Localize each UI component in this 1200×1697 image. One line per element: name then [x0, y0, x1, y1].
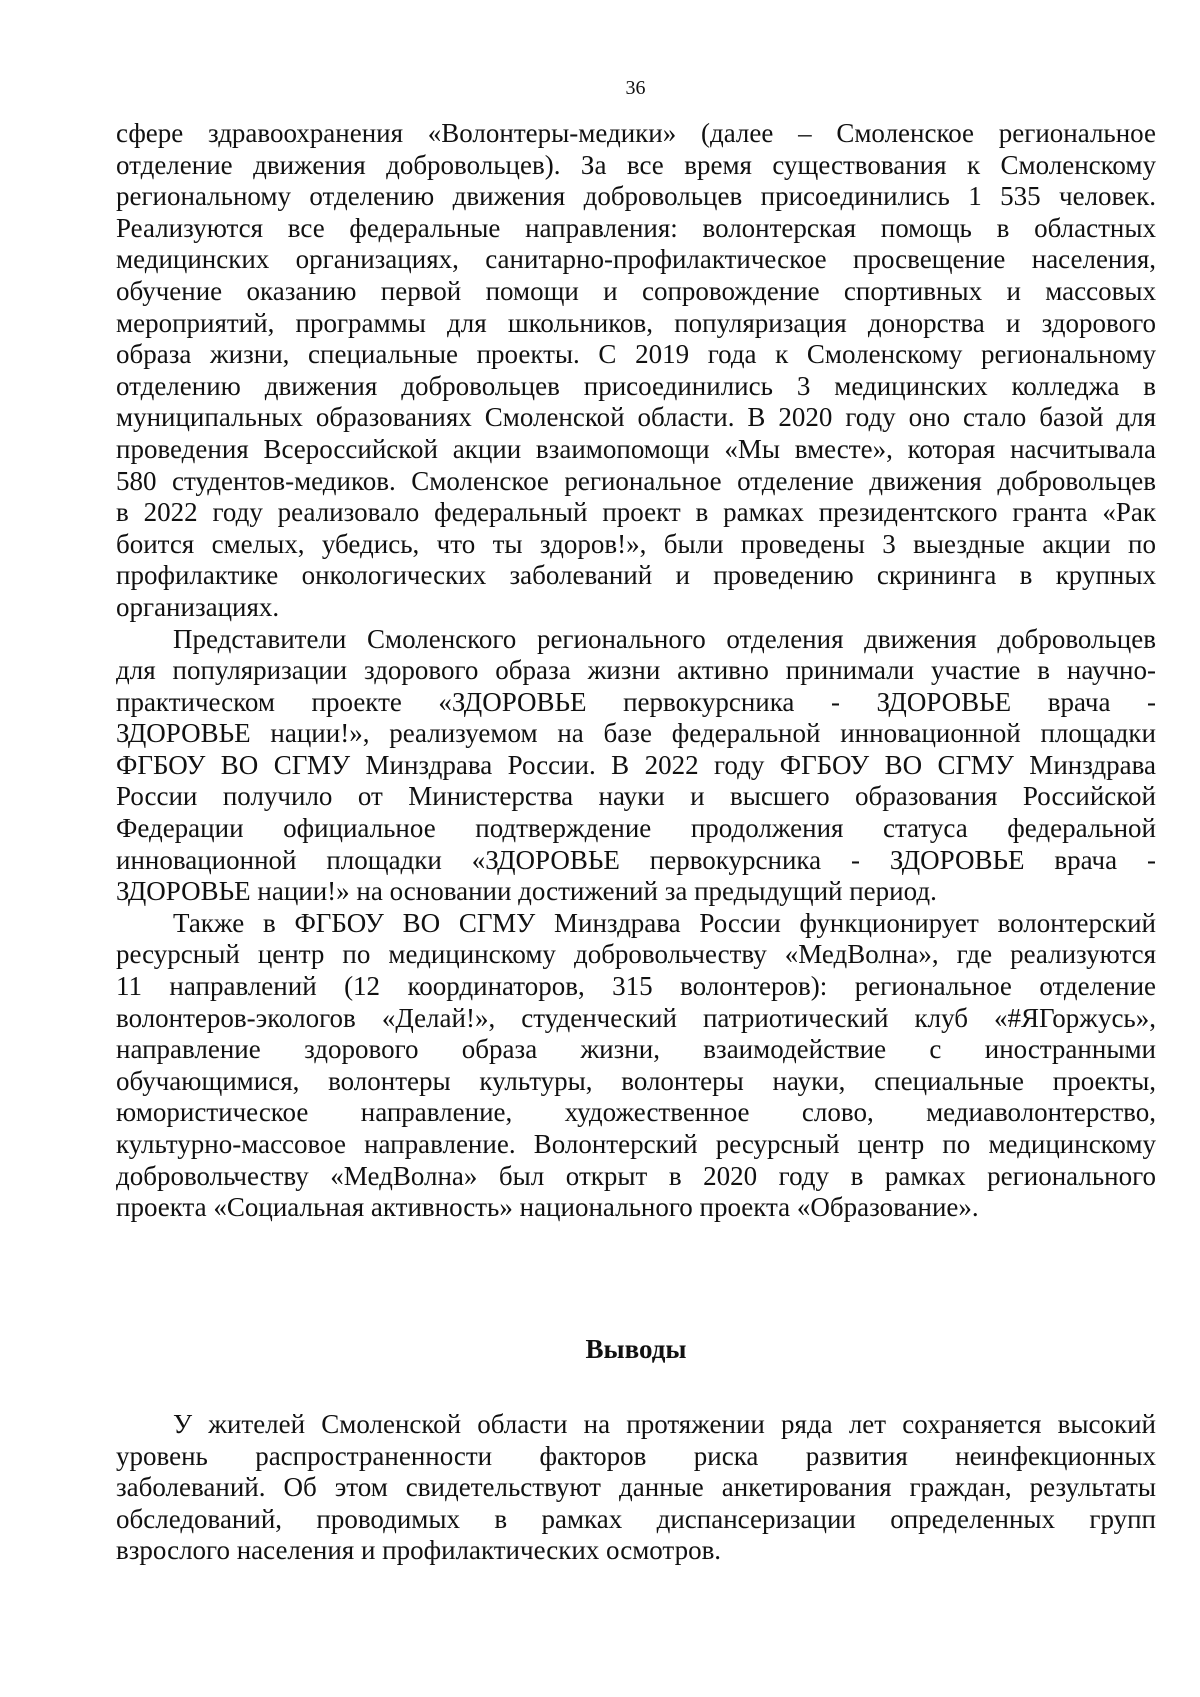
- text-line: юмористическое направление, художественное слово, медиаволонтерство,: [116, 1097, 1156, 1128]
- text-line: инновационной площадки «ЗДОРОВЬЕ первокурсника - ЗДОРОВЬЕ врача -: [116, 844, 1156, 875]
- body-text: [116, 118, 1156, 1224]
- text-line: профилактике онкологических заболеваний и проведению скрининга в крупных: [116, 560, 1156, 591]
- text-line: Реализуются все федеральные направления: волонтерская помощь в областных: [116, 212, 1156, 243]
- text-line: Федерации официальное подтверждение продолжения статуса федеральной: [116, 813, 1156, 844]
- text-line: У жителей Смоленской области на протяжении ряда лет сохраняется высокий: [173, 1409, 1156, 1439]
- text-line: ЗДОРОВЬЕ нации!», реализуемом на базе федеральной инновационной площадки: [116, 718, 1156, 749]
- text-line: сфере здравоохранения «Волонтеры-медики» (далее – Смоленское региональное: [116, 118, 1156, 148]
- text-line: 11 направлений (12 координаторов, 315 волонтеров): региональное отделение: [116, 971, 1156, 1002]
- text-line: обучение оказанию первой помощи и сопровождение спортивных и массовых: [116, 275, 1156, 306]
- conclusion-text: [116, 1409, 1156, 1567]
- text-line: отделение движения добровольцев). За все время существования к Смоленскому: [116, 149, 1156, 180]
- text-line: региональному отделению движения добровольцев присоединились 1 535 человек.: [116, 181, 1156, 212]
- text-line: обследований, проводимых в рамках диспансеризации определенных групп: [116, 1503, 1156, 1534]
- text-line: культурно-массовое направление. Волонтерский ресурсный центр по медицинскому: [116, 1129, 1156, 1159]
- text-line: добровольчеству «МедВолна» был открыт в 2020 году в рамках регионального: [116, 1160, 1156, 1191]
- section-heading: Выводы: [585, 1334, 687, 1364]
- page-number: 36: [625, 77, 646, 99]
- text-line: организациях.: [116, 591, 280, 622]
- text-line: в 2022 году реализовало федеральный проект в рамках президентского гранта «Рак: [116, 497, 1156, 528]
- text-line: взрослого населения и профилактических осмотров.: [116, 1535, 722, 1566]
- text-line: ФГБОУ ВО СГМУ Минздрава России. В 2022 году ФГБОУ ВО СГМУ Минздрава: [116, 749, 1156, 780]
- text-line: волонтеров-экологов «Делай!», студенческий патриотический клуб «#ЯГоржусь»,: [116, 1002, 1156, 1033]
- text-line: мероприятий, программы для школьников, популяризация донорства и здорового: [116, 307, 1156, 338]
- text-line: проекта «Социальная активность» национального проекта «Образование».: [116, 1192, 979, 1223]
- text-line: 580 студентов-медиков. Смоленское региональное отделение движения добровольцев: [116, 465, 1156, 496]
- text-line: Представители Смоленского регионального отделения движения добровольцев: [173, 623, 1156, 654]
- text-line: ресурсный центр по медицинскому добровольчеству «МедВолна», где реализуются: [116, 939, 1156, 970]
- text-line: Также в ФГБОУ ВО СГМУ Минздрава России функционирует волонтерский: [173, 907, 1156, 938]
- text-line: обучающимися, волонтеры культуры, волонтеры науки, специальные проекты,: [116, 1065, 1156, 1096]
- text-line: практическом проекте «ЗДОРОВЬЕ первокурсника - ЗДОРОВЬЕ врача -: [116, 686, 1156, 717]
- text-line: ЗДОРОВЬЕ нации!» на основании достижений за предыдущий период.: [116, 876, 937, 907]
- text-line: медицинских организациях, санитарно-профилактическое просвещение населения,: [116, 244, 1156, 275]
- text-line: образа жизни, специальные проекты. С 2019 года к Смоленскому региональному: [116, 339, 1156, 370]
- text-line: боится смелых, убедись, что ты здоров!», были проведены 3 выездные акции по: [116, 528, 1156, 559]
- text-line: муниципальных образованиях Смоленской области. В 2020 году оно стало базой для: [116, 402, 1156, 433]
- text-line: отделению движения добровольцев присоединились 3 медицинских колледжа в: [116, 370, 1156, 401]
- text-line: заболеваний. Об этом свидетельствуют данные анкетирования граждан, результаты: [116, 1472, 1156, 1503]
- text-line: для популяризации здорового образа жизни активно принимали участие в научно-: [116, 655, 1156, 686]
- text-line: уровень распространенности факторов риска развития неинфекционных: [116, 1440, 1156, 1471]
- text-line: направление здорового образа жизни, взаимодействие с иностранными: [116, 1034, 1156, 1065]
- text-line: проведения Всероссийской акции взаимопомощи «Мы вместе», которая насчитывала: [116, 433, 1156, 464]
- text-line: России получило от Министерства науки и высшего образования Российской: [116, 781, 1156, 812]
